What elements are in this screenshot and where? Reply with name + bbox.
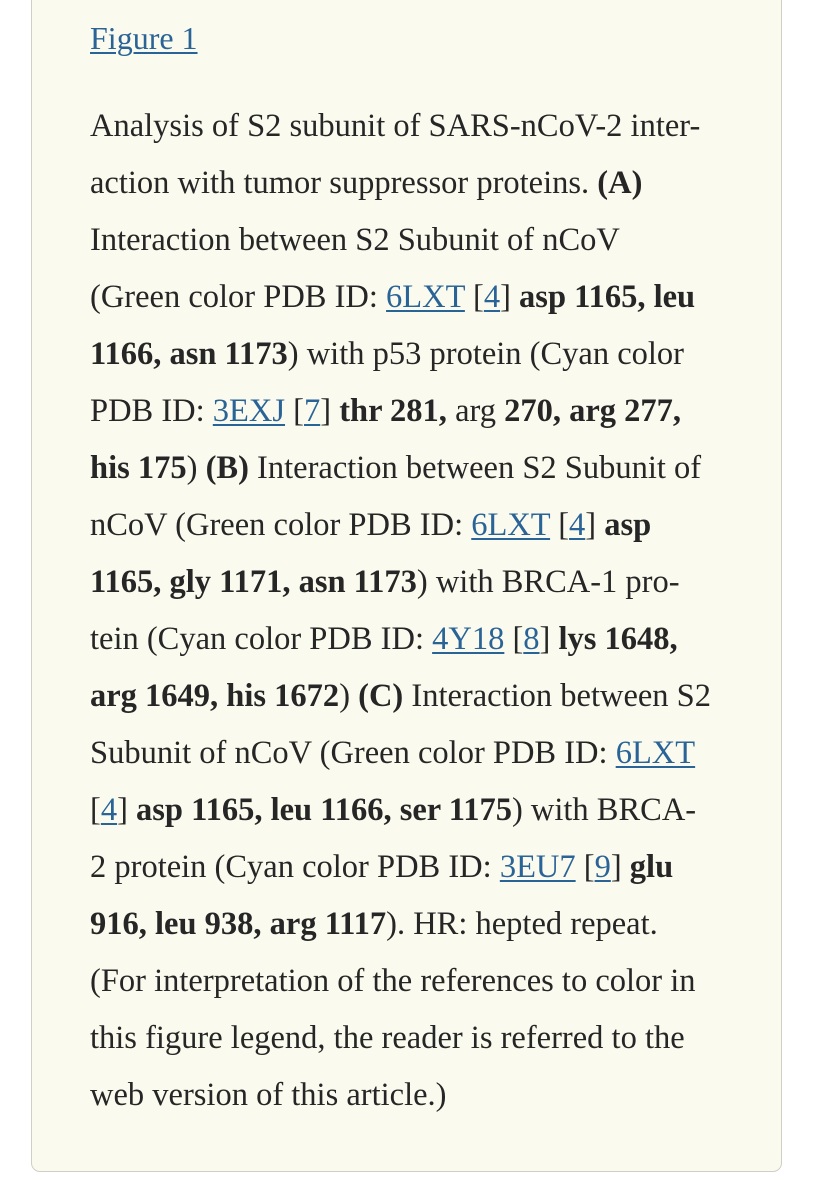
caption-text: ) with BRCA- <box>511 792 697 828</box>
caption-text: arg <box>446 393 505 429</box>
caption-text: action with tumor suppressor proteins. <box>90 165 598 201</box>
caption-text: Interaction between S2 Subunit of <box>248 450 702 486</box>
ref-link-8[interactable]: 8 <box>523 621 540 657</box>
caption-text: [ <box>504 621 524 657</box>
caption-text: ) <box>186 450 206 486</box>
caption-text: this figure legend, the reader is referred to the <box>90 1020 685 1056</box>
pdb-link-3eu7[interactable]: 3EU7 <box>499 849 576 885</box>
ref-link-4[interactable]: 4 <box>100 792 118 828</box>
caption-text: [ <box>464 279 484 315</box>
caption-text: ] <box>320 393 340 429</box>
pdb-link-3exj[interactable]: 3EXJ <box>212 393 286 429</box>
caption-line <box>90 326 740 383</box>
bold-text: 916, leu 938, arg 1117 <box>90 906 387 942</box>
bold-text: asp 1165, leu 1166, ser 1175 <box>136 792 512 828</box>
caption-text: ] <box>610 849 630 885</box>
caption-text: Subunit of nCoV (Green color PDB ID: <box>90 735 616 771</box>
bold-text: (B) <box>205 450 249 486</box>
pdb-link-6lxt[interactable]: 6LXT <box>386 279 465 315</box>
caption-text: tein (Cyan color PDB ID: <box>90 621 433 657</box>
caption-text: ) <box>339 678 359 714</box>
caption-line <box>90 896 740 953</box>
caption-line <box>90 98 740 155</box>
caption-text: (For interpretation of the references to color in <box>90 963 696 999</box>
bold-text: thr 281, <box>339 393 447 429</box>
bold-text: 1165, gly 1171, asn 1173 <box>90 564 417 600</box>
caption-text: [ <box>90 792 101 828</box>
bold-text: arg 1649, his 1672 <box>90 678 340 714</box>
bold-text: lys 1648, <box>558 621 678 657</box>
caption-line <box>90 155 740 212</box>
ref-link-4[interactable]: 4 <box>569 507 586 543</box>
caption-text: ] <box>585 507 605 543</box>
bold-text: (A) <box>597 165 643 201</box>
caption-line <box>90 269 740 326</box>
caption-text: PDB ID: <box>90 393 213 429</box>
bold-text: asp <box>604 507 652 543</box>
caption-line <box>90 953 740 1010</box>
caption-line <box>90 725 740 782</box>
pdb-link-4y18[interactable]: 4Y18 <box>432 621 505 657</box>
caption-text: ) with BRCA-1 pro- <box>416 564 680 600</box>
pdb-link-6lxt[interactable]: 6LXT <box>615 735 696 771</box>
bold-text: 1166, asn 1173 <box>90 336 288 372</box>
bold-text: asp 1165, leu <box>519 279 696 315</box>
caption-line <box>90 1067 740 1124</box>
caption-line <box>90 383 740 440</box>
caption-line <box>90 839 740 896</box>
caption-line <box>90 554 740 611</box>
caption-text: 2 protein (Cyan color PDB ID: <box>90 849 500 885</box>
bold-text: glu <box>629 849 674 885</box>
pdb-link-6lxt[interactable]: 6LXT <box>471 507 551 543</box>
bold-text: (C) <box>358 678 404 714</box>
caption-line <box>90 212 740 269</box>
caption-text: ] <box>539 621 559 657</box>
caption-line <box>90 611 740 668</box>
caption-text: ] <box>500 279 520 315</box>
caption-text: Interaction between S2 Subunit of nCoV <box>90 222 620 258</box>
figure-title-link[interactable]: Figure 1 <box>90 20 198 56</box>
caption-text: ) with p53 protein (Cyan color <box>287 336 685 372</box>
caption-line <box>90 440 740 497</box>
caption-line <box>90 1010 740 1067</box>
bold-text: his 175 <box>90 450 187 486</box>
caption-line <box>90 782 740 839</box>
caption-text: ). HR: hepted repeat. <box>386 906 658 942</box>
caption-text: [ <box>550 507 570 543</box>
caption-text: nCoV (Green color PDB ID: <box>90 507 472 543</box>
ref-link-9[interactable]: 9 <box>594 849 611 885</box>
caption-line <box>90 668 740 725</box>
caption-text: ] <box>117 792 137 828</box>
ref-link-4[interactable]: 4 <box>483 279 501 315</box>
caption-text: Interaction between S2 <box>403 678 711 714</box>
figure-caption-text <box>90 98 740 1124</box>
caption-text: [ <box>575 849 595 885</box>
caption-line <box>90 497 740 554</box>
caption-text: web version of this article.) <box>90 1077 447 1113</box>
ref-link-7[interactable]: 7 <box>303 393 321 429</box>
caption-text: Analysis of S2 subunit of SARS-nCoV-2 inter- <box>90 108 701 144</box>
caption-text: [ <box>285 393 304 429</box>
bold-text: 270, arg 277, <box>504 393 682 429</box>
caption-text: (Green color PDB ID: <box>90 279 387 315</box>
